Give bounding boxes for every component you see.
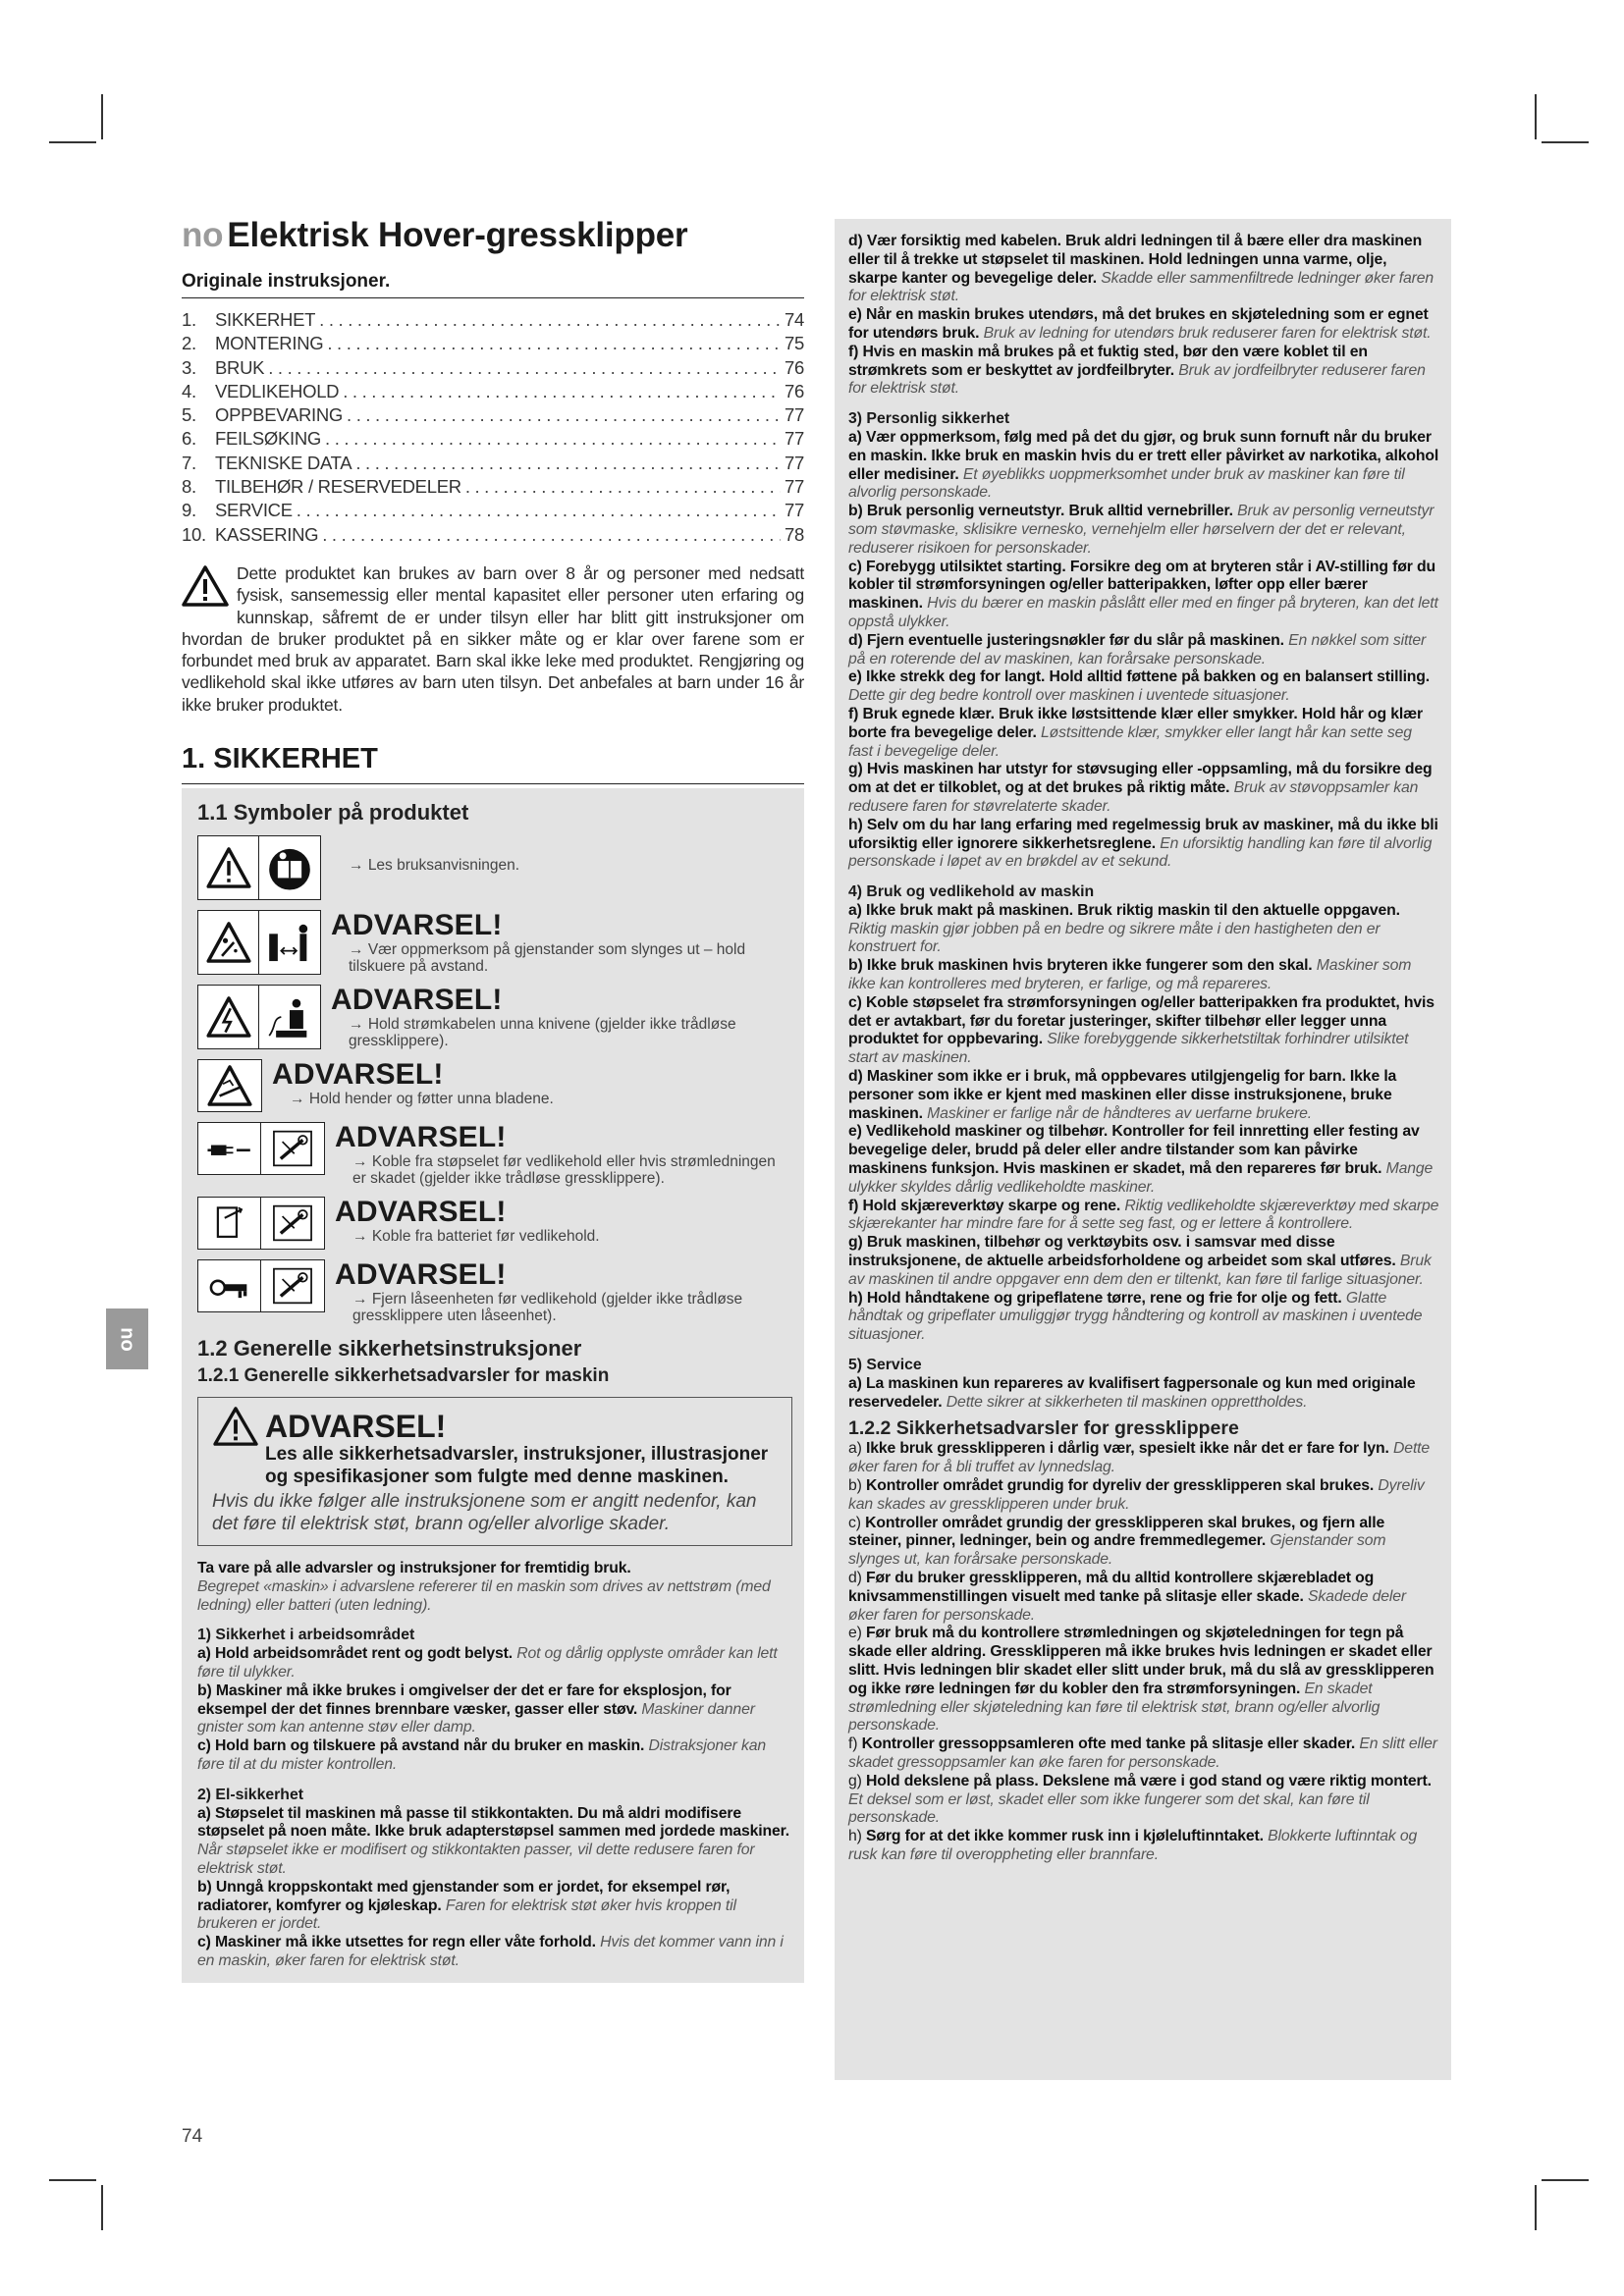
toc-label: TILBEHØR / RESERVEDELER bbox=[215, 476, 461, 498]
toc-leader bbox=[355, 452, 781, 475]
table-of-contents bbox=[182, 308, 804, 547]
personal-safety-item: g) Hvis maskinen har utstyr for støvsuging eller -oppsamling, må du forsikre deg om at det er tilkoblet, og at det brukes på riktig måte. Bruk av støvoppsamler kan redusere faren for støvrelaterte skader. bbox=[848, 761, 1433, 815]
toc-number: 3. bbox=[182, 356, 196, 378]
personal-safety-list bbox=[848, 429, 1439, 872]
mower-warnings-heading: 1.2.2 Sikkerhetsadvarsler for gressklippere bbox=[848, 1417, 1239, 1440]
toc-leader bbox=[327, 332, 781, 355]
warning-label: ADVARSEL! bbox=[335, 1121, 507, 1154]
symbol-description: → Koble fra batteriet før vedlikehold. bbox=[352, 1228, 792, 1245]
warning-label: ADVARSEL! bbox=[265, 1408, 447, 1444]
symbol-description: → Fjern låseenheten før vedlikehold (gjelder ikke trådløse gressklippere uten låseenhet). bbox=[352, 1291, 792, 1324]
toc-item[interactable] bbox=[182, 356, 804, 380]
warning-label: ADVARSEL! bbox=[331, 909, 503, 942]
crop-mark bbox=[49, 141, 96, 143]
work-area-list bbox=[197, 1645, 792, 1775]
toc-leader bbox=[268, 356, 781, 380]
electrical-heading: 2) El-sikkerhet bbox=[197, 1786, 303, 1803]
safety-panel bbox=[182, 788, 804, 1983]
page-number: 74 bbox=[182, 2126, 203, 2147]
toc-page: 76 bbox=[785, 356, 804, 378]
intro-warning-text: Dette produktet kan brukes av barn over 8 år og personer med nedsatt fysisk, sansemessig eller mental kapasitet eller personer uten erfaring og kunnskap, såfremt de er under tilsyn eller har blitt gitt instruksjoner om hvordan de bruker produktet på en sikker måte og er klar over farene som er forbundet med bruk av apparatet. Barn skal ikke leke med produktet. Rengjøring og vedlikehold skal ikke utføres av barn uten tilsyn. Det anbefales at barn under 16 år ikke bruker produktet. bbox=[182, 562, 804, 715]
warning-triangle-icon bbox=[182, 564, 229, 608]
symbol-description: → Hold hender og føtter unna bladene. bbox=[290, 1091, 792, 1107]
symbol-text bbox=[335, 1197, 792, 1245]
toc-label: FEILSØKING bbox=[215, 428, 322, 450]
symbol-icons bbox=[197, 1197, 325, 1250]
maintenance-icon bbox=[261, 1123, 324, 1174]
toc-label: MONTERING bbox=[215, 333, 324, 354]
symbol-text bbox=[272, 1059, 792, 1107]
toc-item[interactable] bbox=[182, 499, 804, 522]
keep-instructions: Ta vare på alle advarsler og instruksjoner for fremtidig bruk. bbox=[197, 1560, 631, 1577]
symbol-row bbox=[197, 1059, 792, 1112]
personal-safety-item: e) Ikke strekk deg for langt. Hold alltid føttene på bakken og en balansert stilling. Dette gir deg bedre kontroll over maskinen i uventede situasjoner. bbox=[848, 668, 1431, 705]
toc-page: 77 bbox=[785, 452, 804, 473]
toc-item[interactable] bbox=[182, 308, 804, 332]
service-item: a) La maskinen kun repareres av kvalifisert fagpersonale og kun med originale reservedeler. Dette sikrer at sikkerheten til maskinen opprettholdes. bbox=[848, 1374, 1416, 1411]
mower-warning-item: f) Kontroller gressoppsamleren ofte med tanke på slitasje eller skader. En slitt eller skadet gressoppsamler kan øke faren for personskade. bbox=[848, 1735, 1437, 1771]
symbol-description: → Vær oppmerksom på gjenstander som slynges ut – hold tilskuere på avstand. bbox=[349, 941, 792, 975]
toc-item[interactable] bbox=[182, 475, 804, 499]
toc-page: 76 bbox=[785, 380, 804, 401]
blade-hand-icon bbox=[198, 1060, 261, 1111]
symbol-list bbox=[197, 835, 792, 1324]
symbol-text bbox=[335, 1259, 792, 1324]
toc-label: OPPBEVARING bbox=[215, 404, 344, 426]
use-maintenance-item: b) Ikke bruk maskinen hvis bryteren ikke fungerer som den skal. Maskiner som ikke kan kontrolleres med bryteren, er farlige, og må repareres. bbox=[848, 957, 1412, 993]
toc-page: 75 bbox=[785, 333, 804, 354]
work-area-item: b) Maskiner må ikke brukes i omgivelser der det er fare for eksplosjon, for eksempel der det finnes brennbare væsker, gasser eller støv. Maskiner danner gnister som kan antenne støv eller damp. bbox=[197, 1682, 755, 1736]
electrical-item: a) Støpselet til maskinen må passe til stikkontakten. Du må aldri modifisere støpselet på noen måte. Ikke bruk adapterstøpsel sammen med jordede maskiner. Når støpselet ikke er modifisert og stikkontakten passer, vil dette redusere faren for elektrisk støt. bbox=[197, 1804, 789, 1877]
toc-item[interactable] bbox=[182, 452, 804, 475]
symbol-description: → Koble fra støpselet før vedlikehold eller hvis strømledningen er skadet (gjelder ikke trådløse gressklippere). bbox=[352, 1153, 792, 1187]
toc-label: SIKKERHET bbox=[215, 309, 316, 330]
symbol-row bbox=[197, 985, 792, 1049]
toc-page: 74 bbox=[785, 309, 804, 330]
personal-safety-item: b) Bruk personlig verneutstyr. Bruk alltid vernebriller. Bruk av personlig verneutstyr som støvmaske, sklisikre vernesko, vernehjelm eller hørselvern der det er relevant, reduserer risikoen for personskader. bbox=[848, 503, 1435, 557]
service-heading: 5) Service bbox=[848, 1357, 922, 1374]
mower-warning-item: a) Ikke bruk gressklipperen i dårlig vær, spesielt ikke når det er fare for lyn. Dette øker faren for å bli truffet av lynnedslag. bbox=[848, 1440, 1431, 1476]
personal-safety-heading: 3) Personlig sikkerhet bbox=[848, 410, 1010, 428]
symbol-text bbox=[331, 835, 792, 874]
symbol-row bbox=[197, 835, 792, 900]
warning-triangle-icon bbox=[198, 836, 259, 899]
warning-box-bold: Les alle sikkerhetsadvarsler, instruksjoner, illustrasjoner og spesifikasjoner som fulgte med denne maskinen. bbox=[265, 1444, 769, 1488]
toc-number: 4. bbox=[182, 380, 196, 401]
electrical-list bbox=[197, 1805, 792, 1971]
use-maintenance-item: g) Bruk maskinen, tilbehør og verktøybits osv. i samsvar med disse instruksjonene, de aktuelle arbeidsforholdene og arbeidet som skal utføres. Bruk av maskinen til andre oppgaver enn dem den er tiltenkt, kan føre til farlige situasjoner. bbox=[848, 1234, 1432, 1288]
electrical-item: b) Unngå kroppskontakt med gjenstander som er jordet, for eksempel rør, radiatorer, komfyrer og kjøleskap. Faren for elektrisk støt øker hvis kroppen til brukeren er jordet. bbox=[197, 1878, 736, 1933]
warning-label: ADVARSEL! bbox=[335, 1196, 507, 1229]
title-text: Elektrisk Hover-gressklipper bbox=[227, 216, 688, 254]
general-warning-box bbox=[197, 1397, 792, 1546]
personal-safety-item: a) Vær oppmerksom, følg med på det du gjør, og bruk sunn fornuft når du bruker en maskin. Ikke bruk en maskin hvis du er trett eller påvirket av narkotika, alkohol eller medisiner. Et øyeblikks uoppmerksomhet under bruk av maskiner kan føre til alvorlig personskade. bbox=[848, 428, 1439, 502]
toc-leader bbox=[322, 523, 781, 547]
crop-mark bbox=[101, 2185, 103, 2230]
toc-leader bbox=[347, 403, 781, 427]
toc-item[interactable] bbox=[182, 523, 804, 547]
cable-mower-icon bbox=[259, 986, 320, 1048]
personal-safety-item: c) Forebygg utilsiktet starting. Forsikre deg om at bryteren står i AV-stilling før du kobler til strømforsyningen og/eller batteripakken, løfter opp eller bærer maskinen. Hvis du bærer en maskin påslått eller med en finger på bryteren, kan det lett oppstå ulykker. bbox=[848, 558, 1438, 630]
read-manual-icon bbox=[259, 836, 320, 899]
work-area-heading: 1) Sikkerhet i arbeidsområdet bbox=[197, 1627, 415, 1644]
crop-mark bbox=[1535, 94, 1537, 139]
maintenance-icon bbox=[261, 1198, 324, 1249]
electrical-list-continued bbox=[848, 233, 1439, 399]
left-column bbox=[182, 216, 804, 1983]
toc-label: KASSERING bbox=[215, 523, 319, 545]
warning-label: ADVARSEL! bbox=[272, 1058, 444, 1092]
mower-warning-item: b) Kontroller området grundig for dyreliv der gressklipperen skal brukes. Dyreliv kan skades av gressklipperen under bruk. bbox=[848, 1477, 1425, 1513]
symbol-row bbox=[197, 1197, 792, 1250]
electric-shock-icon bbox=[198, 986, 259, 1048]
crop-mark bbox=[1542, 141, 1589, 143]
toc-leader bbox=[325, 427, 781, 451]
toc-leader bbox=[343, 380, 781, 403]
document-title bbox=[182, 216, 804, 255]
toc-number: 6. bbox=[182, 428, 196, 450]
use-maintenance-item: c) Koble støpselet fra strømforsyningen og/eller batteripakken fra produktet, hvis det er avtakbart, før du foretar justeringer, skifter tilbehør eller legger unna produktet for oppbevaring. Slike forebyggende sikkerhetstiltak forhindrer utilsiktet start av maskinen. bbox=[848, 993, 1435, 1067]
toc-page: 77 bbox=[785, 428, 804, 450]
toc-leader bbox=[465, 475, 781, 499]
symbol-description: → Les bruksanvisningen. bbox=[349, 857, 792, 874]
mower-warning-item: e) Før bruk må du kontrollere strømledningen og skjøteledningen for tegn på skade eller aldring. Gressklipperen må ikke brukes hvis ledningen er skadet eller slitt. Hvis ledningen blir skadet eller slitt under bruk, må du slå av gressklipperen og ikke røre ledningen før du kobler den fra strømforsyningen. En skadet strømledning eller skjøteledning kan føre til elektrisk støt, brann og/eller alvorlig personskade. bbox=[848, 1625, 1435, 1735]
toc-number: 7. bbox=[182, 452, 196, 473]
symbol-icons bbox=[197, 910, 321, 975]
toc-page: 77 bbox=[785, 476, 804, 498]
symbol-icons bbox=[197, 835, 321, 900]
toc-leader bbox=[297, 499, 781, 522]
toc-page: 77 bbox=[785, 500, 804, 521]
thrown-objects-icon bbox=[198, 911, 259, 974]
electrical-item: f) Hvis en maskin må brukes på et fuktig sted, bør den være koblet til en strømkrets som er beskyttet av jordfeilbryter. Bruk av jordfeilbryter reduserer faren for elektrisk støt. bbox=[848, 343, 1426, 398]
use-maintenance-item: d) Maskiner som ikke er i bruk, må oppbevares utilgjengelig for barn. Ikke la personer som ikke er kjent med maskinen eller disse instruksjonene, bruke maskinen. Maskiner er farlige når de håndteres av uerfarne brukere. bbox=[848, 1068, 1397, 1122]
toc-number: 1. bbox=[182, 309, 196, 330]
warning-label: ADVARSEL! bbox=[335, 1258, 507, 1292]
toc-page: 77 bbox=[785, 404, 804, 426]
symbol-icons bbox=[197, 1259, 325, 1312]
service-list bbox=[848, 1375, 1439, 1413]
use-maintenance-item: a) Ikke bruk makt på maskinen. Bruk riktig maskin til den aktuelle oppgaven. Riktig maskin gjør jobben på en bedre og sikrere måte i den hastigheten den er konstruert for. bbox=[848, 901, 1400, 956]
personal-safety-item: h) Selv om du har lang erfaring med regelmessig bruk av maskiner, må du ikke bli uforsiktig eller ignorere sikkerhetsreglene. En uforsiktig handling kan føre til alvorlig personskade i løpet av en brøkdel av et sekund. bbox=[848, 816, 1438, 871]
symbol-row bbox=[197, 1122, 792, 1187]
warning-box-italic: Hvis du ikke følger alle instruksjonene som er angitt nedenfor, kan det føre til elektrisk støt, brann og/eller alvorlige skader. bbox=[212, 1491, 757, 1535]
use-maintenance-item: h) Hold håndtakene og gripeflatene tørre, rene og frie for olje og fett. Glatte håndtak og gripeflater umuliggjør trygg håndtering og kontroll av maskinen i uventede situasjoner. bbox=[848, 1289, 1423, 1344]
general-heading: 1.2 Generelle sikkerhetsinstruksjoner bbox=[197, 1336, 582, 1362]
mower-warning-item: c) Kontroller området grundig der gressklipperen skal brukes, og fjern alle steiner, pinner, ledninger, bein og andre fremmedlegemer. Gjenstander som slynges ut, kan forårsake personskade. bbox=[848, 1514, 1386, 1569]
electrical-item: c) Maskiner må ikke utsettes for regn eller våte forhold. Hvis det kommer vann inn i en maskin, øker faren for elektrisk støt. bbox=[197, 1934, 784, 1969]
symbol-icons bbox=[197, 985, 321, 1049]
toc-page: 78 bbox=[785, 523, 804, 545]
mower-warning-item: h) Sørg for at det ikke kommer rusk inn i kjøleluftinntaket. Blokkerte luftinntak og rusk kan føre til overoppheting eller brannfare. bbox=[848, 1828, 1418, 1863]
symbol-icons bbox=[197, 1122, 325, 1175]
toc-number: 10. bbox=[182, 523, 206, 545]
machine-definition: Begrepet «maskin» i advarslene refererer til en maskin som drives av nettstrøm (med ledning) eller batteri (uten ledning). bbox=[197, 1577, 771, 1614]
symbol-text bbox=[331, 910, 792, 975]
work-area-item: c) Hold barn og tilskuere på avstand når du bruker en maskin. Distraksjoner kan føre til at du mister kontrollen. bbox=[197, 1737, 766, 1774]
toc-leader bbox=[319, 308, 781, 332]
warning-triangle-icon bbox=[212, 1406, 259, 1447]
warning-label: ADVARSEL! bbox=[331, 984, 503, 1017]
language-code: no bbox=[182, 216, 224, 254]
symbol-text bbox=[335, 1122, 792, 1187]
toc-number: 5. bbox=[182, 404, 196, 426]
toc-label: SERVICE bbox=[215, 500, 293, 521]
document-subtitle: Originale instruksjoner. bbox=[182, 271, 804, 298]
toc-number: 9. bbox=[182, 500, 196, 521]
symbols-heading: 1.1 Symboler på produktet bbox=[197, 800, 469, 826]
toc-number: 2. bbox=[182, 333, 196, 354]
toc-label: VEDLIKEHOLD bbox=[215, 380, 340, 401]
electrical-item: e) Når en maskin brukes utendørs, må det brukes en skjøteledning som er egnet for utendørs bruk. Bruk av ledning for utendørs bruk reduserer faren for elektrisk støt. bbox=[848, 306, 1432, 342]
crop-mark bbox=[101, 94, 103, 139]
mower-warning-item: g) Hold dekslene på plass. Dekslene må være i god stand og være riktig montert. Et deksel som er løst, skadet eller som ikke fungerer som det skal, kan føre til personskade. bbox=[848, 1772, 1432, 1827]
symbol-row bbox=[197, 910, 792, 975]
symbol-icons bbox=[197, 1059, 262, 1112]
use-maintenance-heading: 4) Bruk og vedlikehold av maskin bbox=[848, 883, 1095, 901]
symbol-row bbox=[197, 1259, 792, 1324]
crop-mark bbox=[49, 2179, 96, 2181]
electrical-item: d) Vær forsiktig med kabelen. Bruk aldri ledningen til å bære eller dra maskinen eller til å trekke ut støpselet til maskinen. Hold ledningen unna varme, olje, skarpe kanter og bevegelige deler. Skadde eller sammenfiltrede ledninger øker faren for elektrisk støt. bbox=[848, 233, 1435, 305]
toc-label: BRUK bbox=[215, 356, 265, 378]
crop-mark bbox=[1535, 2185, 1537, 2230]
intro-warning bbox=[182, 562, 804, 716]
maintenance-icon bbox=[261, 1260, 324, 1311]
personal-safety-item: f) Bruk egnede klær. Bruk ikke løstsittende klær eller smykker. Hold hår og klær borte fra bevegelige deler. Løstsittende klær, smykker eller langt hår kan sette seg fast i bevegelige deler. bbox=[848, 705, 1423, 760]
unplug-icon bbox=[198, 1123, 261, 1174]
personal-safety-item: d) Fjern eventuelle justeringsnøkler før du slår på maskinen. En nøkkel som sitter på en roterende del av maskinen, kan forårsake personskade. bbox=[848, 631, 1427, 667]
right-column bbox=[835, 219, 1451, 2080]
toc-number: 8. bbox=[182, 476, 196, 498]
safety-key-icon bbox=[198, 1260, 261, 1311]
battery-remove-icon bbox=[198, 1198, 261, 1249]
use-maintenance-item: e) Vedlikehold maskiner og tilbehør. Kontroller for feil innretting eller festing av bevegelige deler, brudd på deler eller andre tilstander som kan påvirke maskinens funksjon. Hvis maskinen er skadet, må den repareres før bruk. Mange ulykker skyldes dårlig vedlikeholdte maskiner. bbox=[848, 1123, 1434, 1196]
symbol-text bbox=[331, 985, 792, 1049]
use-maintenance-list bbox=[848, 902, 1439, 1345]
toc-label: TEKNISKE DATA bbox=[215, 452, 352, 473]
language-tab: no bbox=[106, 1308, 148, 1369]
mower-warnings-list bbox=[848, 1440, 1439, 1864]
toc-item[interactable] bbox=[182, 332, 804, 355]
toc-item[interactable] bbox=[182, 427, 804, 451]
mower-warning-item: d) Før du bruker gressklipperen, må du alltid kontrollere skjærebladet og knivsammenstillingen visuelt med tanke på slitasje eller skade. Skadede deler øker faren for personskade. bbox=[848, 1569, 1406, 1624]
symbol-description: → Hold strømkabelen unna knivene (gjelder ikke trådløse gressklippere). bbox=[349, 1016, 792, 1049]
keep-distance-icon bbox=[259, 911, 320, 974]
section-title: 1. SIKKERHET bbox=[182, 743, 804, 784]
crop-mark bbox=[1542, 2179, 1589, 2181]
toc-item[interactable] bbox=[182, 380, 804, 403]
general-subheading: 1.2.1 Generelle sikkerhetsadvarsler for maskin bbox=[197, 1365, 610, 1387]
work-area-item: a) Hold arbeidsområdet rent og godt belyst. Rot og dårlig opplyste områder kan lett føre til ulykker. bbox=[197, 1645, 778, 1682]
toc-item[interactable] bbox=[182, 403, 804, 427]
use-maintenance-item: f) Hold skjæreverktøy skarpe og rene. Riktig vedlikeholdte skjæreverktøy med skarpe skjærekanter har mindre fare for å sette seg fast, og er lettere å kontrollere. bbox=[848, 1197, 1439, 1233]
